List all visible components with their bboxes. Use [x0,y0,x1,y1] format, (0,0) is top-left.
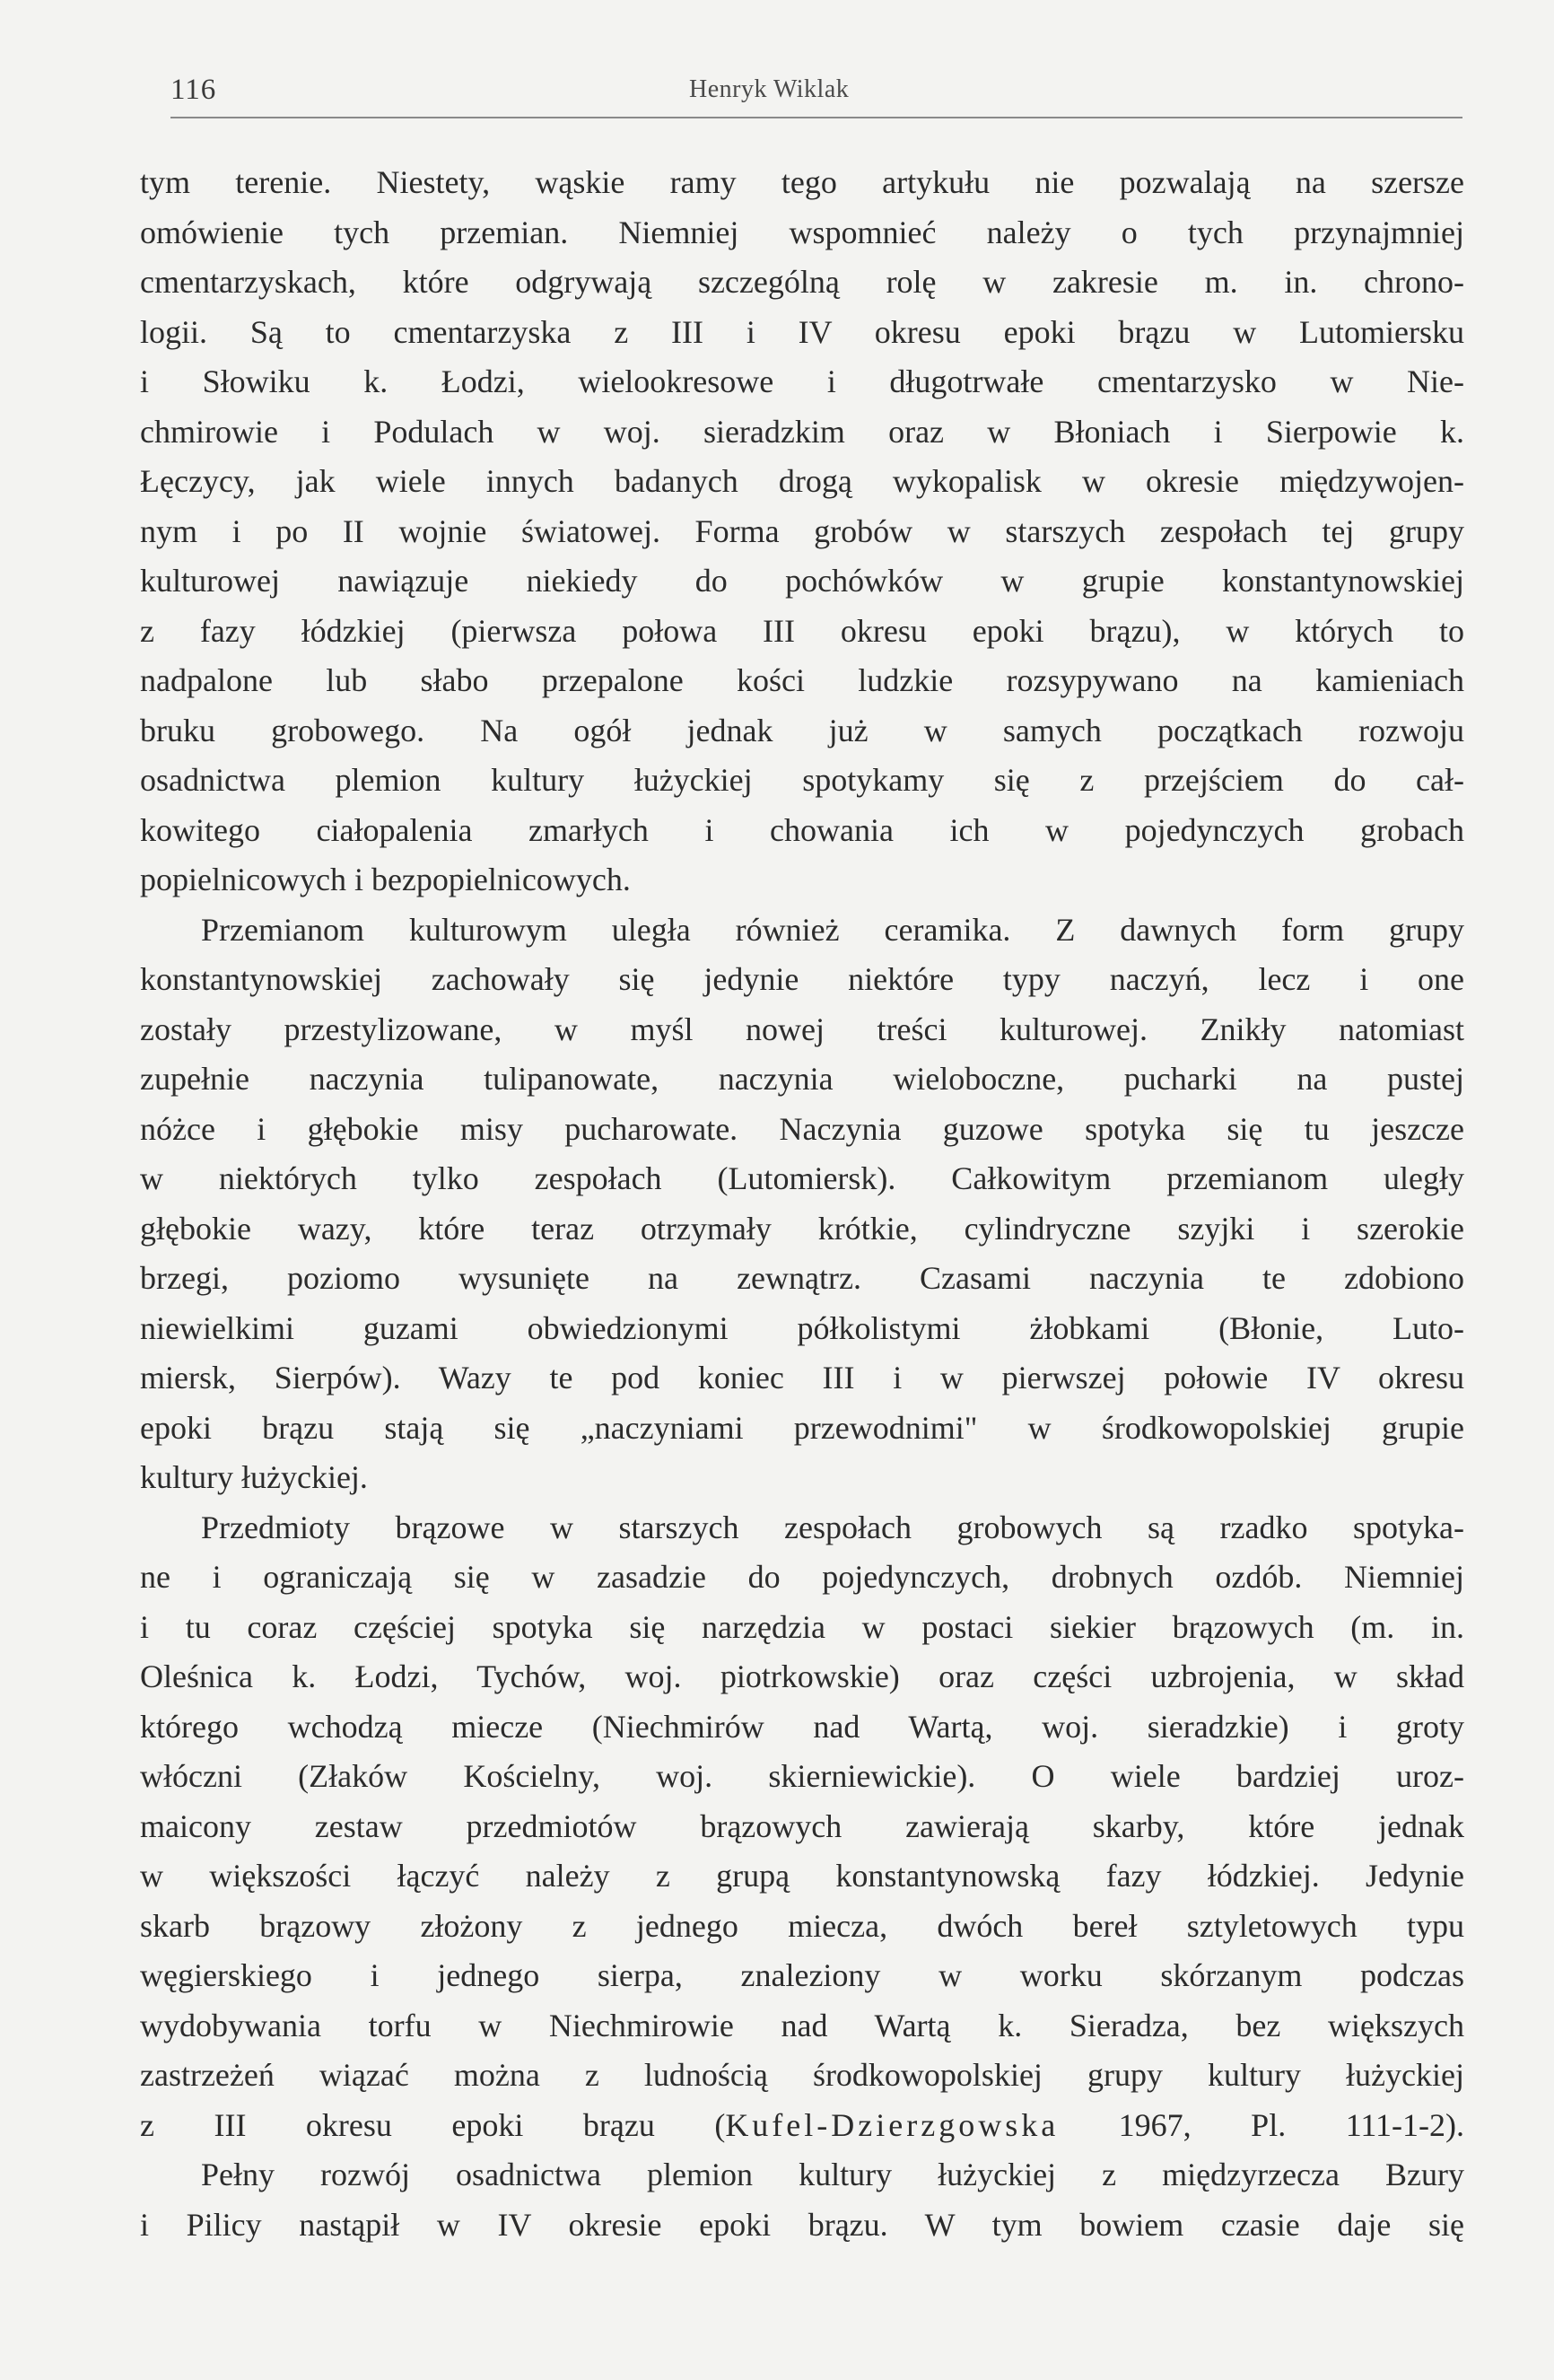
text-line: epoki brązu stają się „naczyniami przewodnimi" w środkowopolskiej grupie [140,1409,1464,1446]
citation-text-before: z III okresu epoki brązu ( [140,2106,726,2143]
text-line: omówienie tych przemian. Niemniej wspomnieć należy o tych przynajmniej [140,214,1464,250]
text-line: głębokie wazy, które teraz otrzymały krótkie, cylindryczne szyjki i szerokie [140,1210,1464,1247]
citation-line [140,2101,1464,2151]
text-line: ne i ograniczają się w zasadzie do pojedynczych, drobnych ozdób. Niemniej [140,1559,1464,1595]
text-line: skarb brązowy złożony z jednego miecza, dwóch bereł sztyletowych typu [140,1907,1464,1944]
page-number: 116 [170,74,217,106]
text-line: miersk, Sierpów). Wazy te pod koniec III i w pierwszej połowie IV okresu [140,1360,1464,1396]
text-line: Pełny rozwój osadnictwa plemion kultury łużyckiej z międzyrzecza Bzury [201,2157,1464,2192]
text-line: z fazy łódzkiej (pierwsza połowa III okresu epoki brązu), w których to [140,612,1464,649]
citation-text-after: 1967, Pl. 111-1-2). [1059,2106,1464,2143]
page-header [170,74,1462,118]
text-line: zostały przestylizowane, w myśl nowej treści kulturowej. Znikły natomiast [140,1011,1464,1047]
text-line: zastrzeżeń wiązać można z ludnością środkowopolskiej grupy kultury łużyckiej [140,2057,1464,2093]
text-line: Oleśnica k. Łodzi, Tychów, woj. piotrkowskie) oraz części uzbrojenia, w skład [140,1658,1464,1694]
text-line: wydobywania torfu w Niechmirowie nad Wartą k. Sieradza, bez większych [140,2007,1464,2043]
text-line: kulturowej nawiązuje niekiedy do pochówków w grupie konstantynowskiej [140,563,1464,599]
body-text [140,158,1464,2250]
text-line: nadpalone lub słabo przepalone kości ludzkie rozsypywano na kamieniach [140,662,1464,698]
text-line: kultury łużyckiej. [140,1459,368,1495]
text-line: węgierskiego i jednego sierpa, znaleziony w worku skórzanym podczas [140,1957,1464,1993]
closing-paragraph [140,2150,1464,2250]
text-line: logii. Są to cmentarzyska z III i IV okresu epoki brązu w Lutomiersku [140,313,1464,350]
text-line: cmentarzyskach, które odgrywają szczególną rolę w zakresie m. in. chrono- [140,264,1464,300]
text-line: osadnictwa plemion kultury łużyckiej spotykamy się z przejściem do cał- [140,762,1464,798]
text-line: włóczni (Złaków Kościelny, woj. skierniewickie). O wiele bardziej uroz- [140,1758,1464,1794]
text-line: tym terenie. Niestety, wąskie ramy tego artykułu nie pozwalają na szersze [140,164,1464,200]
text-line: kowitego ciałopalenia zmarłych i chowania ich w pojedynczych grobach [140,811,1464,848]
paragraphs [140,158,1464,2101]
text-line: zupełnie naczynia tulipanowate, naczynia wieloboczne, pucharki na pustej [140,1061,1464,1097]
citation-author: Kufel-Dzierzgowska [725,2106,1060,2143]
text-line: bruku grobowego. Na ogół jednak już w samych początkach rozwoju [140,712,1464,748]
text-line: i Słowiku k. Łodzi, wielookresowe i długotrwałe cmentarzysko w Nie- [140,363,1464,399]
text-line: i Pilicy nastąpił w IV okresie epoki brązu. W tym bowiem czasie daje się [140,2206,1464,2243]
text-line: w większości łączyć należy z grupą konstantynowską fazy łódzkiej. Jedynie [140,1858,1464,1894]
text-line: Przemianom kulturowym uległa również ceramika. Z dawnych form grupy [201,911,1464,948]
text-line: popielnicowych i bezpopielnicowych. [140,862,631,897]
text-line: konstantynowskiej zachowały się jedynie niektóre typy naczyń, lecz i one [140,961,1464,997]
text-line: i tu coraz częściej spotyka się narzędzia w postaci siekier brązowych (m. in. [140,1608,1464,1645]
text-line: maicony zestaw przedmiotów brązowych zawierają skarby, które jednak [140,1807,1464,1844]
text-line: którego wchodzą miecze (Niechmirów nad Wartą, woj. sieradzkie) i groty [140,1708,1464,1745]
text-line: chmirowie i Podulach w woj. sieradzkim oraz w Błoniach i Sierpowie k. [140,413,1464,450]
text-line: Przedmioty brązowe w starszych zespołach grobowych są rzadko spotyka- [201,1509,1464,1545]
header-rule [170,117,1462,118]
text-line: brzegi, poziomo wysunięte na zewnątrz. Czasami naczynia te zdobiono [140,1260,1464,1296]
running-head: Henryk Wiklak [689,75,850,103]
text-line: nym i po II wojnie światowej. Forma grobów w starszych zespołach tej grupy [140,512,1464,549]
text-line: Łęczycy, jak wiele innych badanych drogą wykopalisk w okresie międzywojen- [140,463,1464,499]
text-line: nóżce i głębokie misy pucharowate. Naczynia guzowe spotyka się tu jeszcze [140,1110,1464,1147]
text-line: w niektórych tylko zespołach (Lutomiersk). Całkowitym przemianom uległy [140,1160,1464,1196]
text-line: niewielkimi guzami obwiedzionymi półkolistymi żłobkami (Błonie, Luto- [140,1309,1464,1346]
